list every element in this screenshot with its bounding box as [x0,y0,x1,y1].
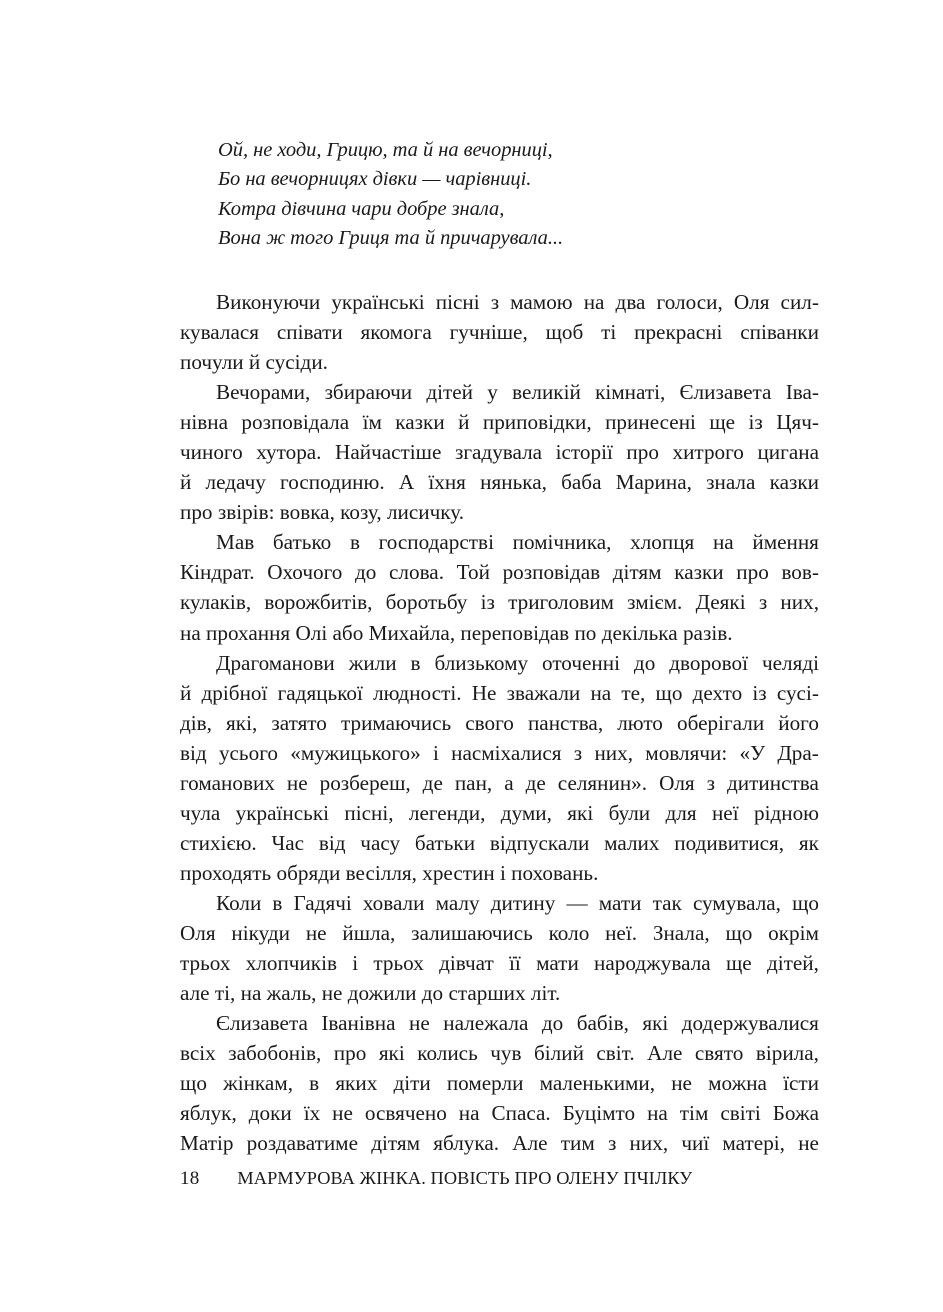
text-line [180,708,819,738]
word: чиї [681,1131,710,1156]
word: дітям [612,560,662,585]
word: можна [708,1071,767,1096]
word: неї. [605,920,638,945]
word: що [792,890,819,915]
word: батьки [414,830,476,855]
word: — [566,890,588,915]
text-line [180,918,819,948]
word: світі [720,1101,761,1126]
word: стихією. [180,830,257,855]
word: Дра- [777,740,819,765]
word: кувалася [180,320,260,345]
word: роздаватиме [246,1131,358,1156]
text-line [180,1128,819,1158]
word: малих [604,830,660,855]
word: рідною [753,800,819,825]
word: дітей, [766,951,819,976]
word: Деякі [695,590,746,615]
word: як [798,830,819,855]
word: думи, [500,800,552,825]
word: від [180,740,207,765]
word: казки [769,470,819,495]
text-line [180,317,819,347]
word: дівчат [439,951,494,976]
word: Найчастіше [335,440,442,465]
word: маленькими, [539,1071,656,1096]
word: вов- [781,560,819,585]
word: з [607,1131,617,1156]
word: Виконуючи [216,290,321,314]
word: на [590,680,612,705]
text-line [180,377,819,407]
word: доки [248,1101,292,1126]
text-line [180,527,819,557]
word: тримаючись [340,710,452,735]
word: колись [417,1041,478,1066]
word: що [725,920,753,945]
word: вірила, [755,1041,819,1066]
word: «У [739,740,766,765]
word: нівна [180,410,228,435]
word: не [409,1011,430,1036]
word: в [410,650,421,675]
word: два [615,290,646,314]
word: те, [621,680,646,705]
word: ще [709,410,736,435]
word: які, [226,710,258,735]
word: на [712,530,734,555]
word: Оля [659,770,695,795]
word: що [655,680,683,705]
paragraph [180,527,819,647]
word: згадувала [454,440,543,465]
word: малу [435,890,480,915]
word: неї [711,800,739,825]
word: дітям [371,1131,421,1156]
word: на [458,1101,480,1126]
word: й [458,410,470,435]
word: Іванівна [321,1011,396,1036]
word: а [504,770,514,795]
word: дів, [180,710,212,735]
word: з [490,290,500,314]
word: з [758,590,768,615]
paragraph [180,377,819,527]
word: Божа [772,1101,819,1126]
word: оберігали [676,710,765,735]
word: й [180,680,192,705]
word: її [509,951,521,976]
word: які [378,1041,405,1066]
word: Єлизавета [679,380,772,405]
word: «мужицького» [290,740,421,765]
word: батько [272,530,332,555]
word: яблук, [180,1101,237,1126]
word: Вечорами, [216,380,311,405]
word: співати [276,320,343,345]
word: Матір [180,1131,234,1156]
word: насміхалися [451,740,562,765]
word: із [480,590,495,615]
word: до [354,560,377,585]
word: тім [679,1101,709,1126]
epigraph-line: Бо на вечорницях дівки — чарівниці. [218,168,532,191]
word: трьох [373,951,424,976]
word: відпускали [489,830,590,855]
word: Гадячі [293,890,352,915]
word: які [567,800,594,825]
text-line [180,587,819,617]
word: них, [629,1131,669,1156]
word: їсти [783,1071,819,1096]
paragraph [180,1008,819,1158]
word: їм [362,410,382,435]
word: слова. [389,560,444,585]
word: окрім [768,920,819,945]
word: коло [548,920,590,945]
text-line [180,467,819,497]
epigraph-line: Котра дівчина чари добре знала, [218,197,505,220]
word: ховали [362,890,425,915]
word: Кіндрат. [180,560,255,585]
word: в [349,530,360,555]
word: де [525,770,546,795]
word: люто [617,710,663,735]
word: часу [360,830,401,855]
word: свято [694,1041,744,1066]
word: легенди, [408,800,486,825]
word: дехто [692,680,743,705]
word: Знала, [652,920,710,945]
word: Але [512,1131,548,1156]
word: боротьбу [385,590,468,615]
word: розповідав [502,560,601,585]
word: дворової [669,650,748,675]
word: пан, [454,770,493,795]
word: гадяцької [277,680,363,705]
word: належала [443,1011,529,1036]
word: народжувала [594,951,711,976]
paragraph [180,287,819,377]
text-line [180,497,819,527]
word: діти [393,1071,431,1096]
text-line [180,347,819,377]
word: А [398,470,415,495]
word: цигана [757,440,819,465]
word: знала [706,470,756,495]
word: дитинства [727,770,819,795]
text-line [180,798,819,828]
word: йшла, [342,920,396,945]
word: Іва- [785,380,819,405]
word: ті [601,320,617,345]
text-line [180,948,819,978]
text-line [180,557,819,587]
word: хлопчиків [245,951,337,976]
word: в [309,1071,320,1096]
word: в [272,890,283,915]
word: Той [456,560,490,585]
word: Цяч- [776,410,819,435]
paragraph [180,888,819,1008]
word: Але [647,1041,683,1066]
word: ще [725,951,752,976]
epigraph-line: Вона ж того Гриця та й причарувала... [218,227,564,250]
word: жінкам, [223,1071,294,1096]
word: українські [331,290,425,314]
word: чиного [180,440,243,465]
word: сил- [780,290,819,314]
word: від [318,830,346,855]
word: додержувалися [681,1011,819,1036]
word: господарстві [378,530,494,555]
word: ймення [752,530,819,555]
word: з [706,770,716,795]
word: нікуди [231,920,291,945]
word: розповідала [241,410,350,435]
word: хлопця [630,530,695,555]
text-line [180,1008,819,1038]
word: мовлячи: [645,740,728,765]
text-line [180,828,819,858]
word: про [333,1041,367,1066]
epigraph-line: Ой, не ходи, Грицю, та й на вечорниці, [218,139,553,161]
word: хутора. [256,440,322,465]
word: де [422,770,443,795]
word: близькому [434,650,529,675]
word: у [487,380,498,405]
text-line [180,1068,819,1098]
word: Мав [216,530,255,555]
word: всіх [180,1041,216,1066]
word: Єлизавета [216,1011,308,1036]
word: голоси, [656,290,723,314]
word: про [626,440,659,465]
word: господиню. [280,470,385,495]
word: дітей [426,380,473,405]
word: Не [471,680,497,705]
word: панства, [527,710,604,735]
word: сумувала, [692,890,781,915]
word: мати [536,951,579,976]
word: світ. [596,1041,635,1066]
text-line [180,1038,819,1068]
word: прекрасні [634,320,723,345]
word: баба [561,470,602,495]
word: Спаса. [491,1101,551,1126]
word: гоманових [180,770,275,795]
word: дитину [490,890,556,915]
word: челяді [761,650,819,675]
page-footer [180,1166,692,1191]
text-line [180,437,819,467]
text-line [180,287,819,317]
word: кулаків, [180,590,252,615]
word: свого [465,710,514,735]
text-line [180,888,819,918]
word: яблука. [433,1131,500,1156]
word: забобонів, [228,1041,322,1066]
word: проходять обряди весілля, хрестин і поховань. [180,860,599,885]
word: нянька, [480,470,547,495]
word: подивитися, [674,830,785,855]
text-line [180,978,819,1008]
word: яких [335,1071,378,1096]
word: Час [271,830,305,855]
body-text [180,287,819,1158]
word: їх [303,1101,321,1126]
word: них, [780,590,819,615]
word: Оля [733,290,770,314]
word: й [180,470,192,495]
word: приповідки, [482,410,592,435]
word: не [305,920,327,945]
word: пісні, [344,800,394,825]
word: до [541,1011,564,1036]
word: помічника, [512,530,612,555]
word: змієм. [627,590,683,615]
word: тим [560,1131,595,1156]
word: якомога [360,320,432,345]
word: бабів, [576,1011,629,1036]
word: про звірів: вовка, козу, лисичку. [180,500,465,525]
word: почули й сусіди. [180,350,328,375]
word: для [665,800,697,825]
word: Охочого [267,560,343,585]
word: збираючи [324,380,413,405]
folio-page-number: 18 [180,1168,200,1189]
word: Марина, [615,470,692,495]
word: білий [533,1041,584,1066]
word: принесені [605,410,696,435]
word: жили [348,650,397,675]
word: чула [180,800,221,825]
word: але ті, на жаль, не дожили до старших літ. [180,981,561,1006]
word: про [736,560,769,585]
word: не [798,1131,819,1156]
word: розбереш, [319,770,411,795]
word: Буцімто [562,1101,636,1126]
text-line [180,858,819,888]
word: мамою [510,290,573,314]
word: з [573,740,583,765]
word: історії [555,440,613,465]
word: ледачу [205,470,266,495]
word: триголовим [508,590,614,615]
word: ворожбитів, [264,590,373,615]
word: його [778,710,819,735]
paragraph [180,648,819,888]
word: матері, [722,1131,785,1156]
text-line [180,738,819,768]
epigraph [218,136,818,254]
word: до [633,650,656,675]
word: дрібної [201,680,268,705]
word: трьох [180,951,231,976]
word: затято [271,710,327,735]
word: і [432,740,439,765]
word: не [671,1071,692,1096]
word: Коли [216,890,262,915]
text-line [180,618,819,648]
word: пісні [435,290,480,314]
word: так [652,890,682,915]
word: на [583,290,605,314]
word: були [608,800,651,825]
word: не [332,1101,353,1126]
word: селянин». [557,770,648,795]
word: хитрого [672,440,744,465]
running-title: МАРМУРОВА ЖІНКА. ПОВІСТЬ ПРО ОЛЕНУ ПЧІЛКУ [237,1168,693,1188]
word: казки [395,410,445,435]
word: на [647,1101,668,1126]
word: і [352,951,359,976]
word: казки [674,560,724,585]
word: із [752,680,767,705]
word: залишаючись [411,920,533,945]
word: що [180,1071,207,1096]
word: великій [512,380,581,405]
word: людності. [373,680,462,705]
text-line [180,768,819,798]
word: сусі- [776,680,819,705]
word: мати [598,890,642,915]
word: чув [490,1041,522,1066]
word: Оля [180,920,216,945]
text-line [180,1098,819,1128]
word: усього [218,740,278,765]
word: гучніше, [449,320,528,345]
word: оточенні [542,650,620,675]
word: українські [235,800,330,825]
word: на прохання Олі або Михайла, переповідав по декілька разів. [180,620,733,645]
word: кімнаті, [595,380,666,405]
word: не [286,770,308,795]
text-line [180,407,819,437]
text-line [180,648,819,678]
word: із [748,410,763,435]
word: які [642,1011,669,1036]
text-line [180,678,819,708]
word: зважали [506,680,581,705]
word: них, [594,740,634,765]
word: щоб [545,320,584,345]
word: освячено [364,1101,447,1126]
word: їхня [428,470,466,495]
word: співанки [740,320,819,345]
word: померли [446,1071,524,1096]
word: Драгоманови [216,650,335,675]
